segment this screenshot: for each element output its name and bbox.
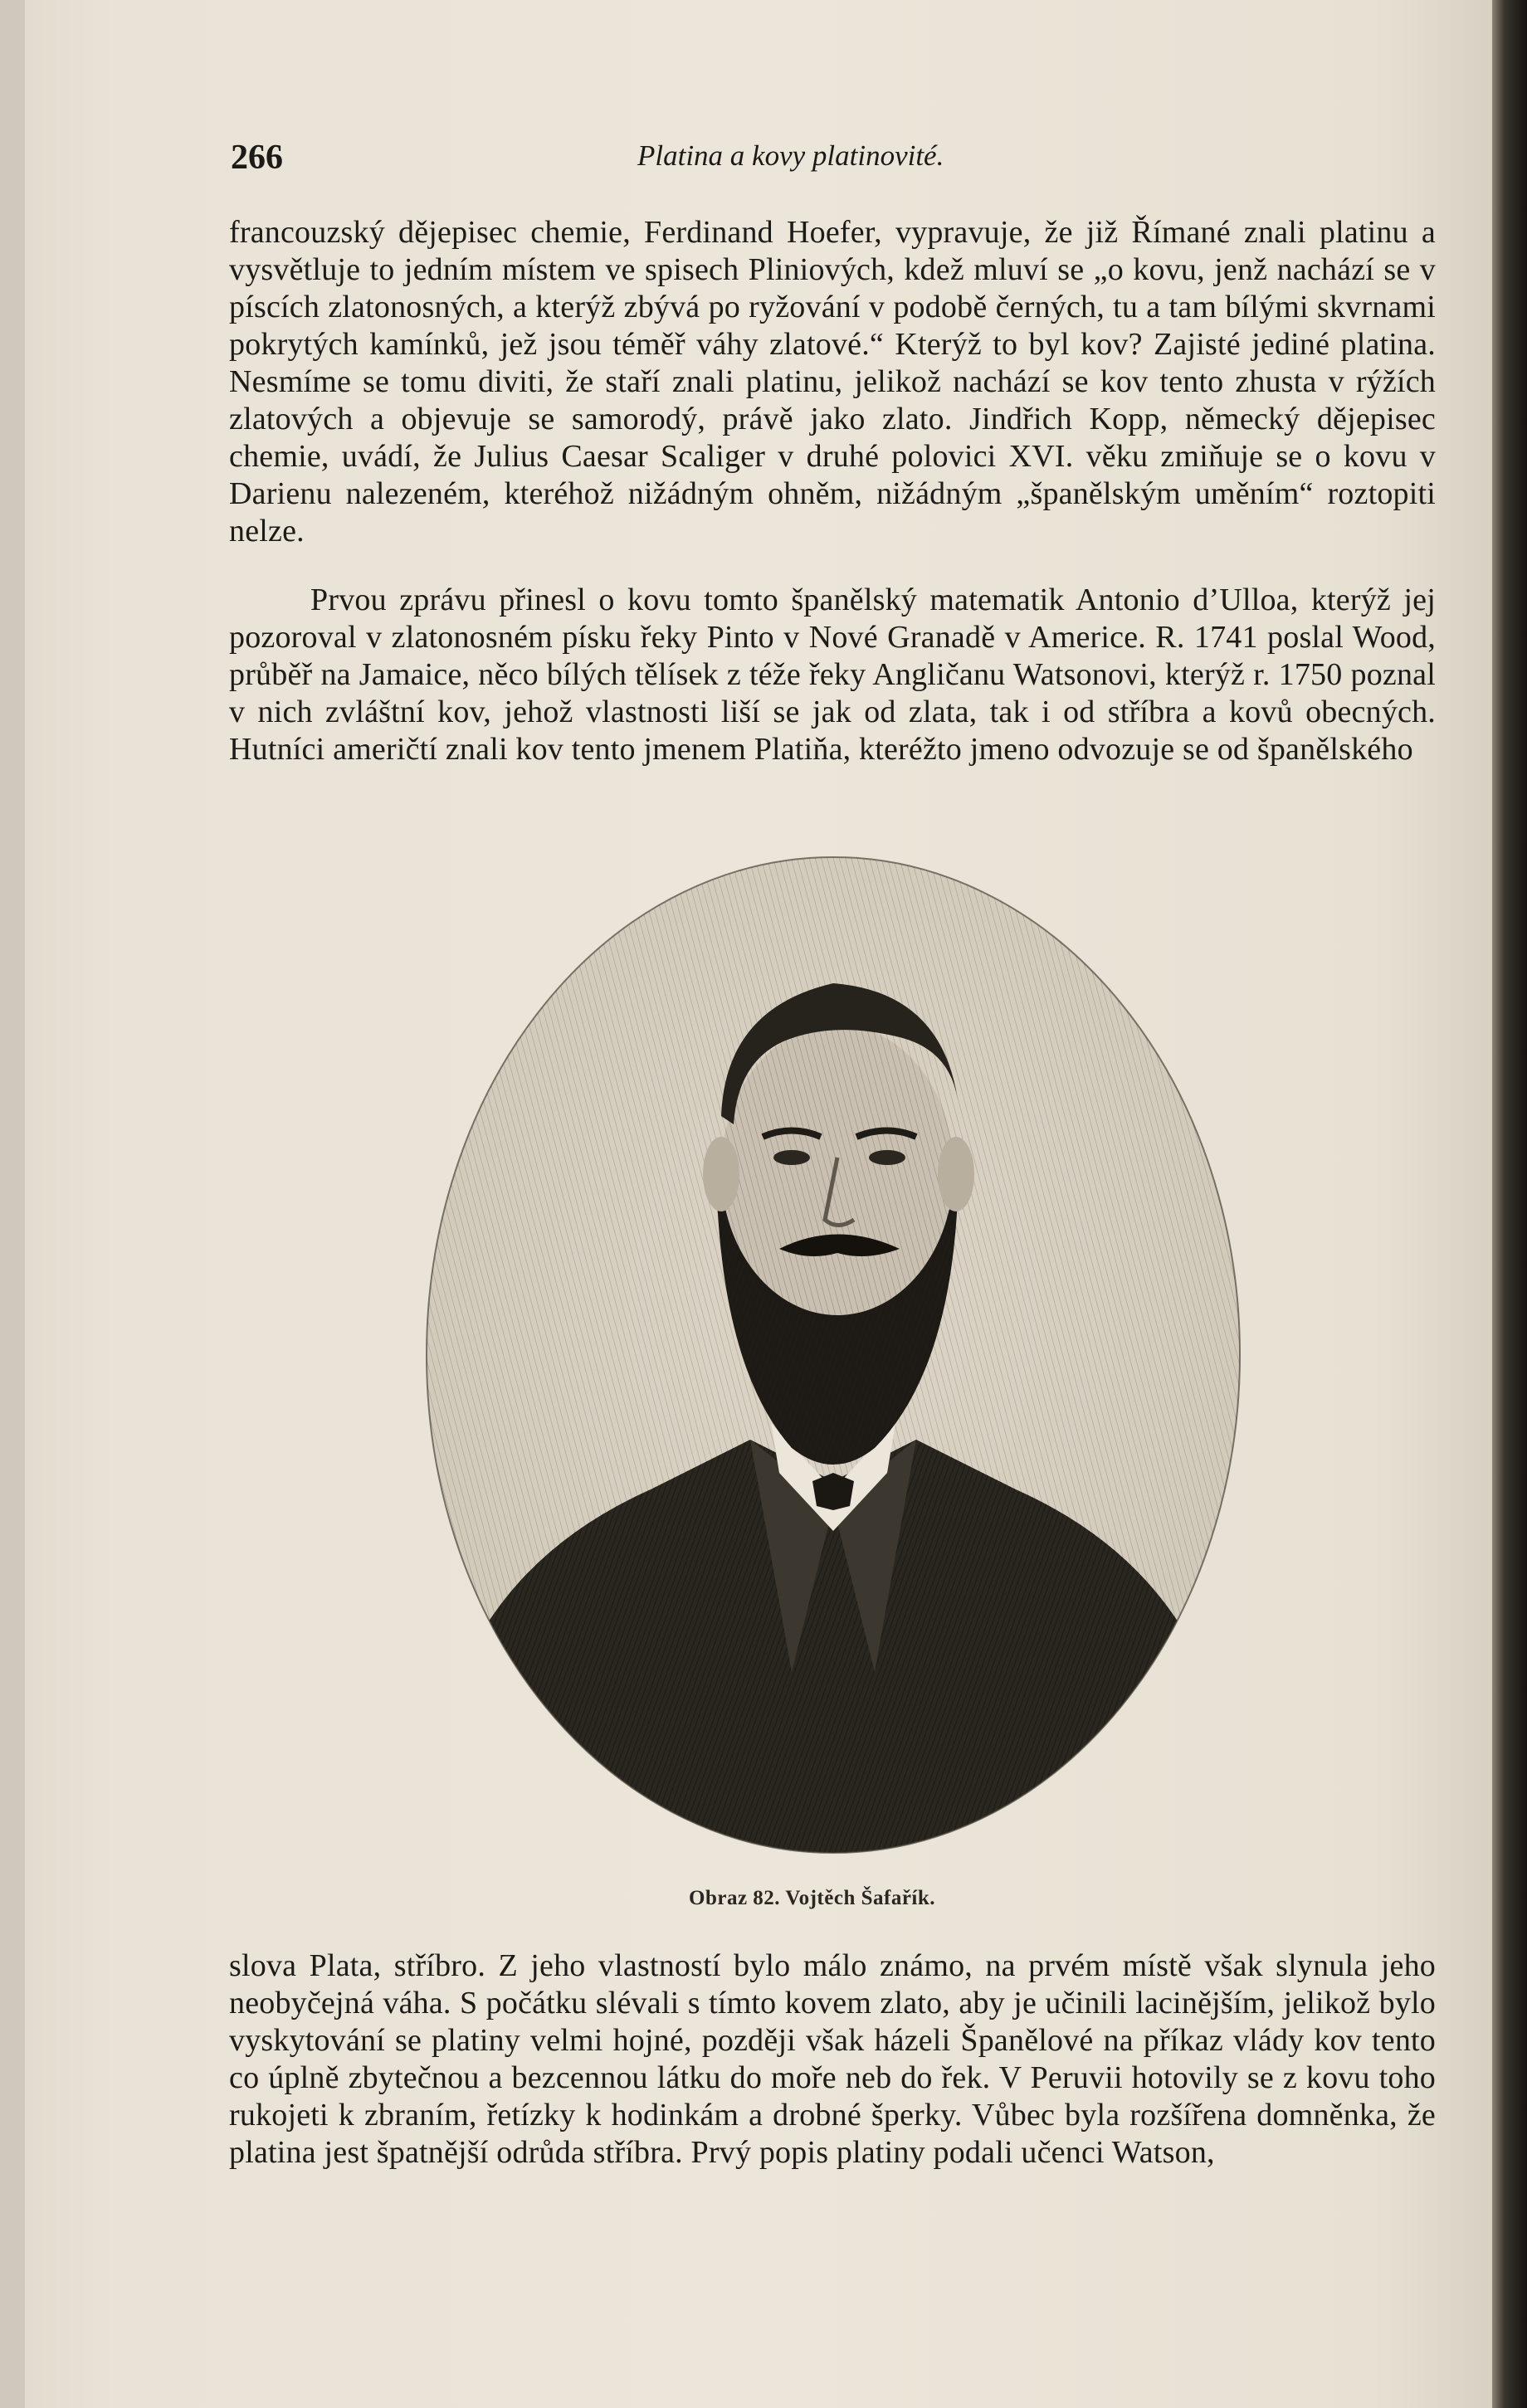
body-paragraph-1: francouzský dějepisec chemie, Ferdinand Hoefer, vypravuje, že již Římané znali platinu a vysvětluje to jedním místem ve spisech Pliniových, kdež mluví se „o kovu, jenž nachází se v píscích zlatonosných, a kterýž zbývá po ryžování v podobě černých, tu a tam bílými skvrnami pokrytých kamínků, jež jsou téměř váhy zlatové.“ Kterýž to byl kov? Zajisté jediné platina. Nesmíme se tomu diviti, že staří znali platinu, jelikož nachází se kov tento zhusta v rýžích zlatových a objevuje se samorodý, právě jako zlato. Jindřich Kopp, německý dějepisec chemie, uvádí, že Julius Caesar Scaliger v druhé polovici XVI. věku zmiňuje se o kovu v Darienu nalezeném, kteréhož nižádným ohněm, nižádným „španělským uměním“ roztopiti nelze. (229, 215, 1436, 548)
running-title: Platina a kovy platinovité. (637, 139, 944, 172)
portrait-engraving (402, 842, 1265, 1878)
body-paragraph-3: slova Plata, stříbro. Z jeho vlastností bylo málo známo, na prvém místě však slynula jeho neobyčejná váha. S počátku slévali s tímto kovem zlato, aby je učinili lacinějším, jelikož bylo vyskytování se platiny velmi hojné, později však házeli Španělové na příkaz vlády kov tento co úplně zbytečnou a bezcennou látku do moře neb do řek. V Peruvii hotovily se z kovu toho rukojeti k zbraním, řetízky k hodinkám a drobné šperky. Vůbec byla rozšířena domněnka, že platina jest špatnější odrůda stříbra. Prvý popis platiny podali učenci Watson, (229, 1948, 1436, 2170)
book-spine-edge (1492, 0, 1527, 2408)
page-header (231, 138, 1434, 179)
body-paragraph-2: Prvou zprávu přinesl o kovu tomto španělský matematik Antonio d’Ulloa, kterýž jej pozoroval v zlatonosném písku řeky Pinto v Nové Granadě v Americe. R. 1741 poslal Wood, průběř na Jamaice, něco bílých tělísek z téže řeky Angličanu Watsonovi, kterýž r. 1750 poznal v nich zvláštní kov, jehož vlastnosti liší se jak od zlata, tak i od stříbra a kovů obecných. Hutníci američtí znali kov tento jmenem Platiňa, kteréžto jmeno odvozuje se od španělského (229, 583, 1436, 767)
figure-caption: Obraz 82. Vojtěch Šafařík. (689, 1887, 936, 1909)
portrait-image (402, 842, 1265, 1878)
page-number: 266 (231, 139, 283, 177)
